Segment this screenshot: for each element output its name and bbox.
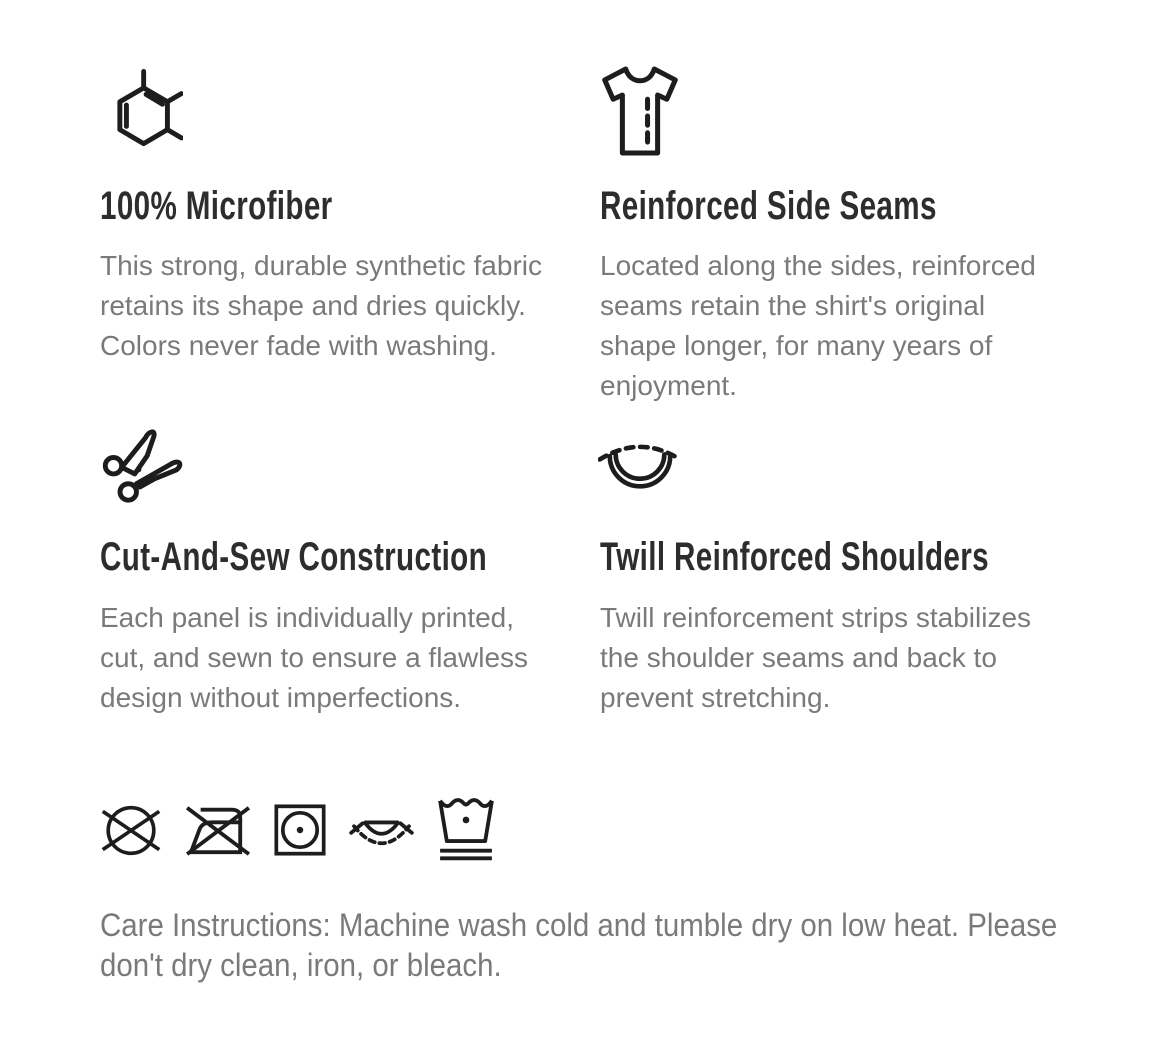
feature-title-text: 100% Microfiber [100, 184, 333, 228]
feature-title-twill-shoulders [600, 537, 1126, 577]
feature-description-cut-and-sew: Each panel is individually printed, cut, and sewn to ensure a flawless design without imperfections. [100, 602, 529, 713]
molecule-icon [101, 66, 183, 154]
feature-description-microfiber: This strong, durable synthetic fabric retains its shape and dries quickly. Colors never fade with washing. [100, 250, 542, 361]
feature-description-twill-shoulders: Twill reinforcement strips stabilizes the shoulder seams and back to prevent stretching. [600, 602, 1032, 713]
tumble-dry-low-icon [274, 804, 326, 856]
feature-title-text: Reinforced Side Seams [600, 184, 937, 228]
feature-description-side-seams: Located along the sides, reinforced seams retain the shirt's original shape longer, for many years of enjoyment. [600, 250, 1036, 401]
taped-neckline-icon [349, 812, 414, 848]
feature-title-side-seams [600, 186, 1055, 226]
care-icons-row [100, 792, 495, 868]
shoulder-seam-icon [598, 441, 682, 493]
tshirt-side-seam-icon [598, 64, 682, 158]
care-instructions: Care Instructions: Machine wash cold and tumble dry on low heat. Please don't dry clean, iron, or bleach. [100, 907, 1058, 983]
feature-title-text: Cut-And-Sew Construction [100, 535, 488, 579]
do-not-dry-clean-icon [100, 803, 162, 858]
feature-title-text: Twill Reinforced Shoulders [600, 535, 989, 579]
scissors-icon [102, 428, 184, 510]
feature-title-microfiber [100, 186, 414, 226]
machine-wash-gentle-icon [437, 795, 495, 866]
feature-title-cut-and-sew [100, 537, 623, 577]
do-not-iron-icon [185, 802, 251, 858]
